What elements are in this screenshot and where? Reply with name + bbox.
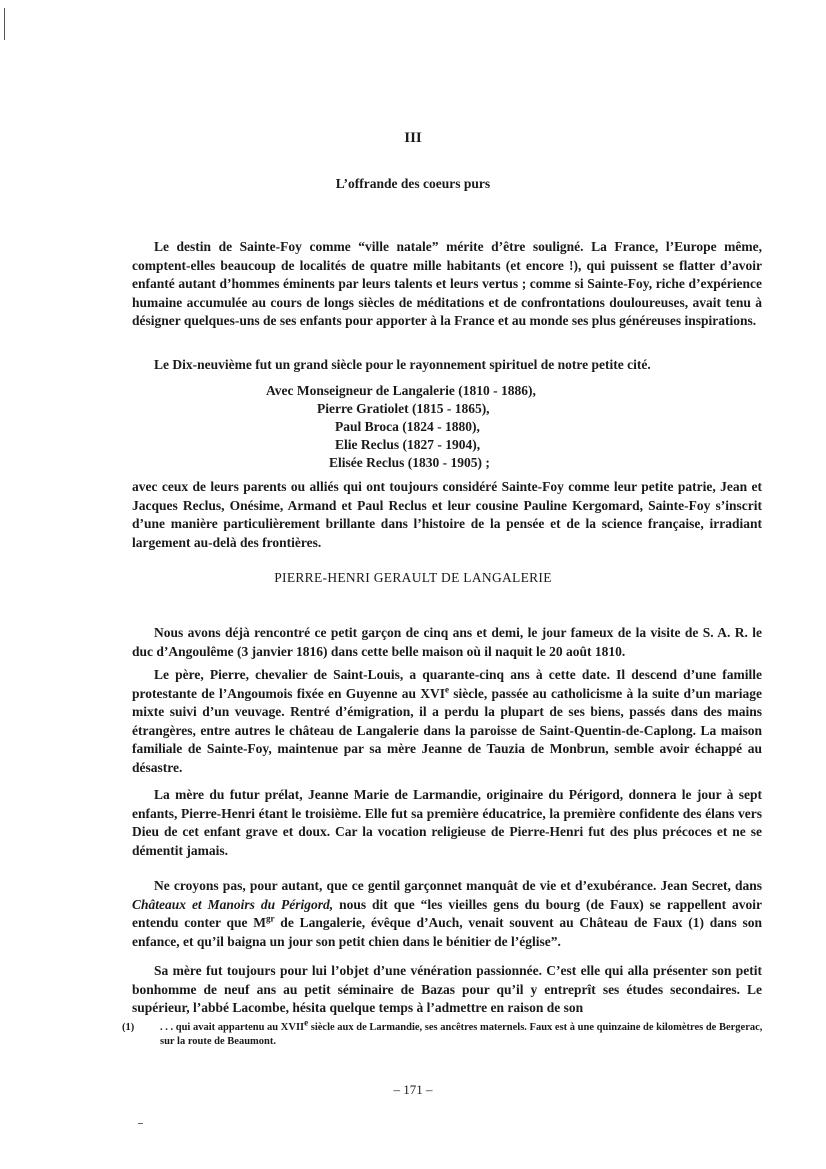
chapter-title: L’offrande des coeurs purs xyxy=(335,176,491,191)
name-line: Pierre Gratiolet (1815 - 1865), xyxy=(317,401,490,416)
footnote-text xyxy=(160,1017,770,1049)
paragraph-intro: Le destin de Sainte-Foy comme “ville natale” mérite d’être souligné. La France, l’Europe même, comptent-elles beaucoup de localités de quatre mille habitants (et encore !), qui puissent se flatter d’avoir enfanté autant d’hommes éminents par leurs talents et leurs vertus ; comme si Sainte-Foy, riche d’expérience humaine accumulée au cours de longs siècles de méditations et de confrontations douloureuses, avait tenu à désigner quelques-uns de ses enfants pour apporter à la France et au monde ses plus généreuses inspirations. xyxy=(132,239,762,328)
superscript: e xyxy=(304,1017,309,1028)
book-title: Châteaux et Manoirs du Périgord, xyxy=(132,896,334,912)
text-run: Le père, Pierre, chevalier de Saint-Louis, a quarante-cinq ans à cette date. Il descend d’une famille protestante de l’Angoumois fixée en Guyenne au XVI xyxy=(132,667,762,701)
superscript: gr xyxy=(266,913,275,924)
superscript: e xyxy=(444,684,449,694)
name-line: Elie Reclus (1827 - 1904), xyxy=(335,437,481,452)
chapter-number: III xyxy=(404,130,422,146)
paragraph-nineteenth-century: Le Dix-neuvième fut un grand siècle pour le rayonnement spirituel de notre petite cité. xyxy=(154,357,651,372)
text-run: de Langalerie, évêque d’Auch, venait souvent au Château de Faux (1) dans son enfance, et qu’il baigna un jour son petit chien dans le bénitier de l’église”. xyxy=(132,915,762,949)
scan-edge-mark xyxy=(4,8,5,40)
scan-speck xyxy=(138,1123,143,1124)
paragraph-first-encounter: Nous avons déjà rencontré ce petit garçon de cinq ans et demi, le jour fameux de la visite de S. A. R. le duc d’Angoulême (3 janvier 1816) dans cette belle maison où il naquit le 20 août 1810. xyxy=(132,625,762,659)
paragraph-relatives: avec ceux de leurs parents ou alliés qui ont toujours considéré Sainte-Foy comme leur petite patrie, Jean et Jacques Reclus, Onésime, Armand et Paul Reclus et leur cousine Pauline Kergomard, Sainte-Foy s’inscrit d’une manière particulièrement brillante dans l’histoire de la pensée et de la science française, irradiant largement au-delà des frontières. xyxy=(132,479,762,550)
paragraph-seminary: Sa mère fut toujours pour lui l’objet d’une vénération passionnée. C’est elle qui alla présenter son petit bonhomme de neuf ans au petit séminaire de Bazas pour qu’il y entreprît ses études secondaires. Le supérieur, l’abbé Lacombe, hésita quelque temps à l’admettre en raison de son xyxy=(132,963,762,1015)
notable-names-list xyxy=(260,382,580,472)
text-run: Ne croyons pas, pour autant, que ce gentil garçonnet manquât de vie et d’exubérance. Jean Secret, dans xyxy=(154,878,762,893)
footnote xyxy=(122,1017,770,1049)
paragraph-mother: La mère du futur prélat, Jeanne Marie de Larmandie, originaire du Périgord, donnera le jour à sept enfants, Pierre-Henri étant le troisième. Elle fut sa première éducatrice, la première confidente des élans vers Dieu de cet enfant grave et doux. Car la vocation religieuse de Pierre-Henri fut des plus précoces et ne se démentit jamais. xyxy=(132,787,762,858)
name-line: Avec Monseigneur de Langalerie (1810 - 1886), xyxy=(266,383,536,398)
text-run: siècle, passée au catholicisme à la suite d’un mariage mixte suivi d’un veuvage. Rentré d’émigration, il a perdu la plupart de ses biens, passés dans des mains étrangères, entre autres le château de Langalerie dans la paroisse de Saint-Quentin-de-Caplong. La maison familiale de Sainte-Foy, maintenue par sa mère Jeanne de Tauzia de Monbrun, semble avoir échappé au désastre. xyxy=(132,685,762,775)
section-heading: PIERRE-HENRI GERAULT DE LANGALERIE xyxy=(274,570,552,585)
text-run: . . . qui avait appartenu au XVII xyxy=(160,1022,305,1033)
text-run: siècle aux de Larmandie, ses ancêtres maternels. Faux est à une quinzaine de kilomètres de Bergerac, sur la route de Beaumont. xyxy=(160,1022,763,1047)
page-number: – 171 – xyxy=(393,1082,433,1097)
name-line: Paul Broca (1824 - 1880), xyxy=(335,419,480,434)
text-run: nous dit que “les vieilles gens du bourg (de Faux) se rappellent avoir entendu conter que M xyxy=(132,896,763,930)
name-line: Elisée Reclus (1830 - 1905) ; xyxy=(329,455,490,470)
paragraph-father xyxy=(132,666,762,777)
footnote-marker: (1) xyxy=(122,1022,135,1033)
paragraph-childhood xyxy=(132,877,762,951)
